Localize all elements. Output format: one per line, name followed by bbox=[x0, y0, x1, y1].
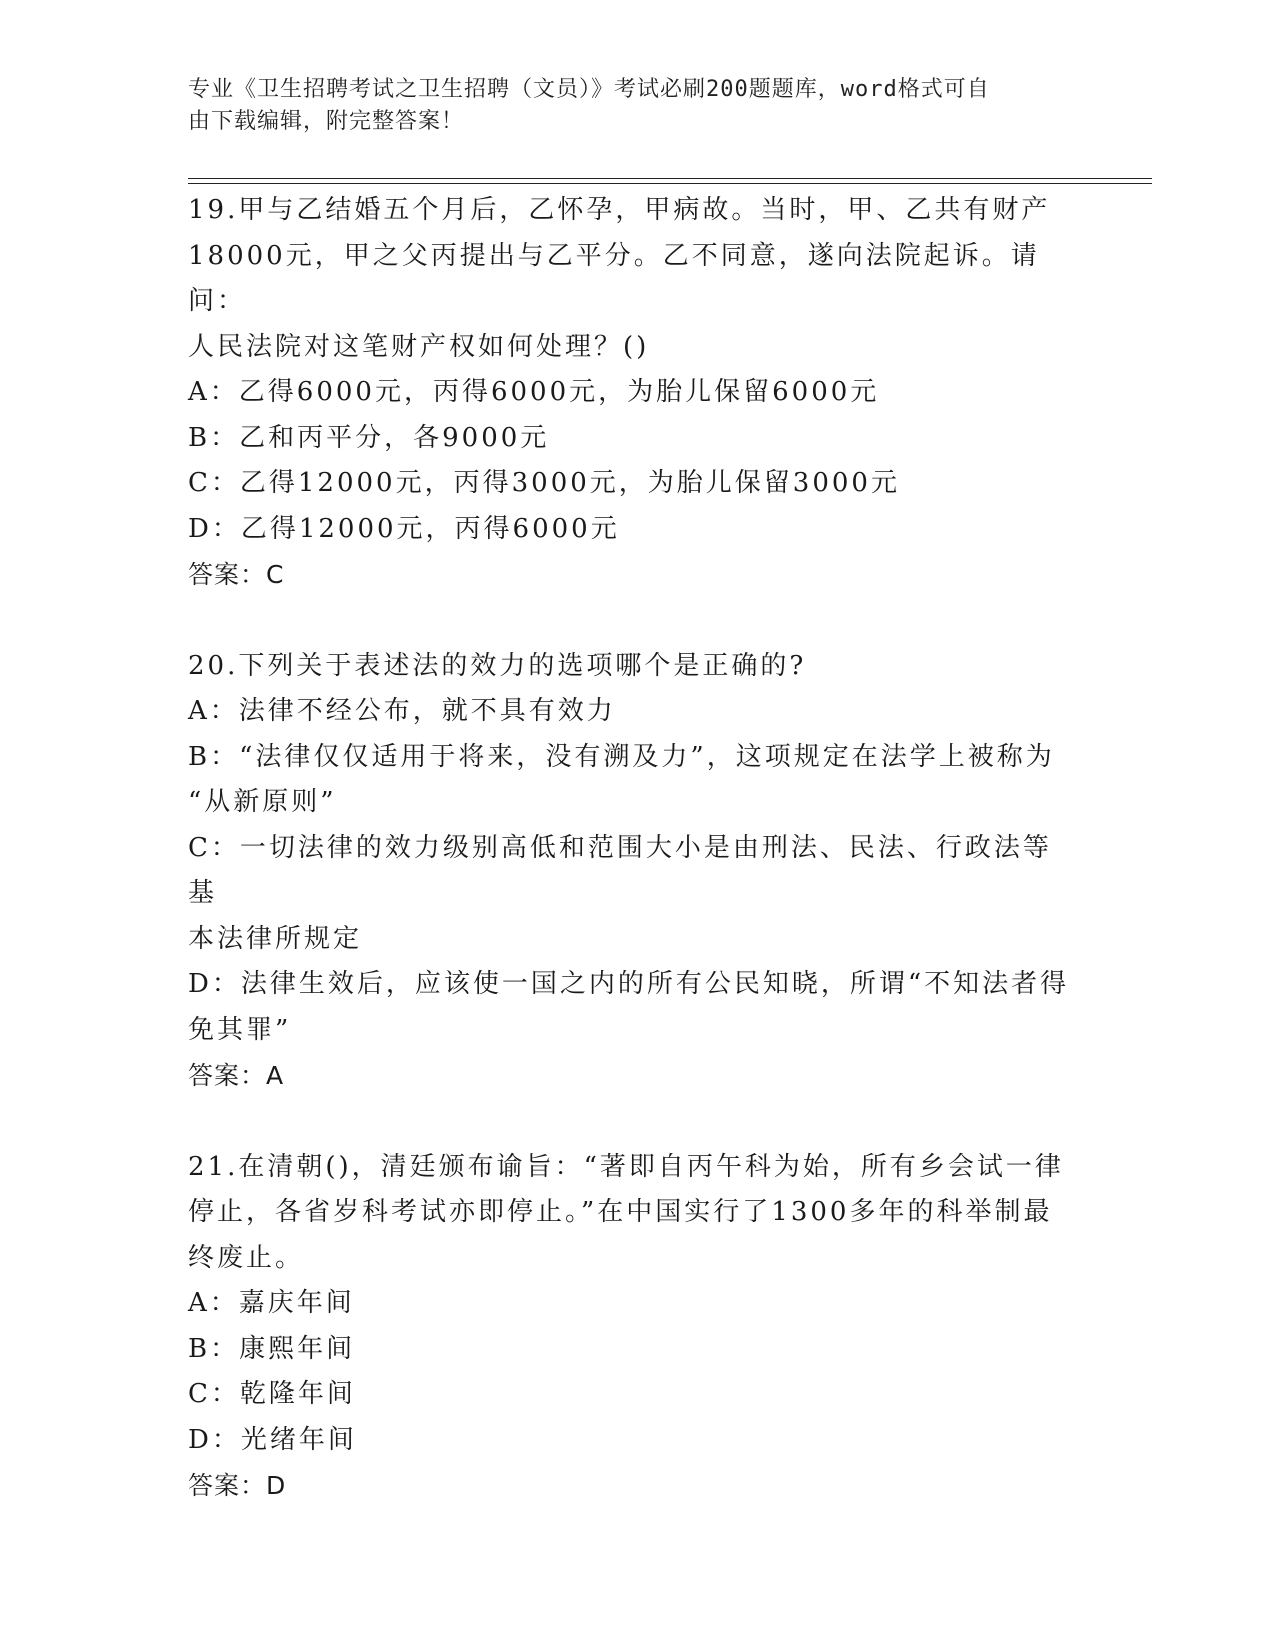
question-stem-line: 20.下列关于表述法的效力的选项哪个是正确的? bbox=[188, 650, 807, 681]
option-c: C：一切法律的效力级别高低和范围大小是由刑法、民法、行政法等基 bbox=[188, 832, 1052, 908]
header-divider-top bbox=[188, 178, 1152, 179]
question-stem-line: 18000元，甲之父丙提出与乙平分。乙不同意，遂向法院起诉。请问： bbox=[188, 240, 1040, 316]
document-header bbox=[188, 74, 1068, 138]
option-d: D：乙得12000元，丙得6000元 bbox=[188, 513, 620, 544]
header-line-2: 由下载编辑，附完整答案！ bbox=[188, 109, 465, 134]
option-d: D：光绪年间 bbox=[188, 1424, 357, 1455]
option-b: B：康熙年间 bbox=[188, 1333, 356, 1364]
option-d: D：法律生效后，应该使一国之内的所有公民知晓，所谓“不知法者得 bbox=[188, 969, 1070, 999]
spacer bbox=[188, 598, 1078, 644]
option-b: B：乙和丙平分，各9000元 bbox=[188, 422, 550, 453]
option-a: A：嘉庆年间 bbox=[188, 1288, 355, 1318]
option-b: B：“法律仅仅适用于将来，没有溯及力”，这项规定在法学上被称为 bbox=[188, 741, 1055, 772]
option-b-continued: “从新原则” bbox=[188, 787, 337, 817]
spacer bbox=[188, 1099, 1078, 1145]
question-19 bbox=[188, 188, 1078, 598]
option-c: C：乾隆年间 bbox=[188, 1379, 356, 1409]
option-c-continued: 本法律所规定 bbox=[188, 923, 363, 954]
option-c: C：乙得12000元，丙得3000元，为胎儿保留3000元 bbox=[188, 468, 900, 498]
header-line-1: 专业《卫生招聘考试之卫生招聘（文员）》考试必刷200题题库，word格式可自 bbox=[188, 77, 990, 102]
header-divider-bottom bbox=[188, 183, 1152, 184]
question-stem-line: 停止，各省岁科考试亦即停止。”在中国实行了1300多年的科举制最 bbox=[188, 1197, 1053, 1227]
answer-line: 答案：D bbox=[188, 1471, 287, 1500]
question-stem-line: 终废止。 bbox=[188, 1242, 305, 1273]
option-d-continued: 免其罪” bbox=[188, 1014, 292, 1045]
question-stem-line: 19.甲与乙结婚五个月后，乙怀孕，甲病故。当时，甲、乙共有财产 bbox=[188, 195, 1051, 225]
option-a: A：乙得6000元，丙得6000元，为胎儿保留6000元 bbox=[188, 377, 880, 407]
answer-line: 答案：A bbox=[188, 1061, 285, 1090]
question-21 bbox=[188, 1145, 1078, 1509]
question-stem-line: 人民法院对这笔财产权如何处理？() bbox=[188, 331, 650, 362]
question-stem-line: 21.在清朝()，清廷颁布谕旨：“著即自丙午科为始，所有乡会试一律 bbox=[188, 1151, 1064, 1182]
question-20 bbox=[188, 644, 1078, 1099]
answer-line: 答案：C bbox=[188, 560, 285, 589]
option-a: A：法律不经公布，就不具有效力 bbox=[188, 696, 616, 726]
question-list bbox=[188, 188, 1078, 1509]
